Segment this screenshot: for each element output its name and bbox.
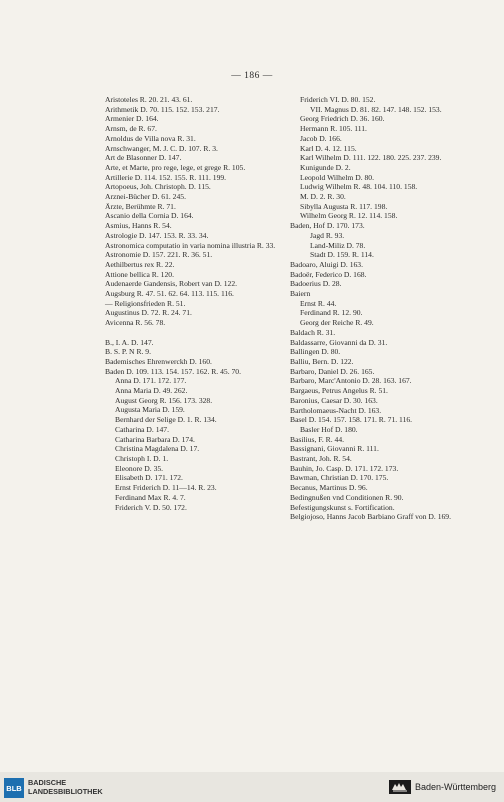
index-column-left: [105, 95, 290, 512]
index-entry: Arnoldus de Villa nova R. 31.: [105, 133, 196, 143]
index-entry: Ärzte, Berühmte R. 71.: [105, 201, 176, 211]
index-entry: Anna Maria D. 49. 262.: [115, 386, 188, 396]
index-entry: Badoaro, Aluigi D. 163.: [290, 259, 363, 269]
index-entry: Badoerius D. 28.: [290, 279, 342, 289]
index-entry: Avicenna R. 56. 78.: [105, 318, 166, 328]
index-entry: Bauhin, Jo. Casp. D. 171. 172. 173.: [290, 463, 399, 473]
index-entry: Art de Blasonner D. 147.: [105, 153, 182, 163]
state-name: Baden-Württemberg: [414, 782, 496, 792]
index-entry: Bastrant, Joh. R. 54.: [290, 454, 352, 464]
index-entry: Becanus, Martinus D. 96.: [290, 483, 368, 493]
index-entry: Jacob D. 166.: [300, 133, 342, 143]
index-entry: Catharina Barbara D. 174.: [115, 434, 195, 444]
index-entry: Befestigungskunst s. Fortification.: [290, 502, 395, 512]
index-entry: Astrologie D. 147. 153. R. 33. 34.: [105, 230, 209, 240]
index-entry: Bernhard der Selige D. 1. R. 134.: [115, 415, 217, 425]
index-entry: Badoër, Federico D. 168.: [290, 269, 367, 279]
index-entry: Augsburg R. 47. 51. 62. 64. 113. 115. 116.: [105, 289, 234, 299]
index-entry: Baden D. 109. 113. 154. 157. 162. R. 45. 70.: [105, 366, 241, 376]
index-entry: Arznei-Bücher D. 61. 245.: [105, 192, 186, 202]
library-name-line1: BADISCHE: [28, 778, 67, 788]
footer-bar: [0, 772, 504, 802]
index-entry: Audenaerde Gandensis, Robert van D. 122.: [105, 279, 238, 289]
index-entry: Karl Wilhelm D. 111. 122. 180. 225. 237. 239.: [300, 153, 442, 163]
library-name: [28, 779, 103, 796]
library-name-line2: LANDESBIBLIOTHEK: [28, 787, 103, 796]
blb-logo-icon: BLB: [4, 778, 24, 798]
index-entry: Bassignani, Giovanni R. 111.: [290, 444, 379, 454]
index-entry: Ferdinand R. 12. 90.: [300, 308, 363, 318]
index-entry: Ballingen D. 80.: [290, 347, 341, 357]
index-entry: — Religionsfrieden R. 51.: [105, 298, 186, 308]
index-entry: VII. Magnus D. 81. 82. 147. 148. 152. 153.: [310, 104, 442, 114]
index-entry: Bartholomaeus-Nacht D. 163.: [290, 405, 382, 415]
index-entry: Friderich VI. D. 80. 152.: [300, 95, 376, 104]
index-entry: Ernst Friderich D. 11—14. R. 23.: [115, 483, 217, 493]
index-entry: Artopoeus, Joh. Christoph. D. 115.: [105, 182, 211, 192]
index-entry: Arnsm, de R. 67.: [105, 124, 157, 134]
index-entry: Baronius, Caesar D. 30. 163.: [290, 395, 378, 405]
index-entry: Friderich V. D. 50. 172.: [115, 502, 187, 512]
index-entry: Belgiojoso, Hanns Jacob Barbiano Graff von D. 169.: [290, 512, 451, 522]
index-entry: Ascanio della Cornia D. 164.: [105, 211, 194, 221]
index-entry: Artillerie D. 114. 152. 155. R. 111. 199.: [105, 172, 227, 182]
index-entry: Christoph I. D. 1.: [115, 454, 169, 463]
index-entry: Land-Miliz D. 78.: [310, 240, 366, 250]
index-entry: Arithmetik D. 70. 115. 152. 153. 217.: [105, 104, 220, 114]
page-number: — 186 —: [231, 71, 273, 81]
index-entry: Basilius, F. R. 44.: [290, 434, 345, 444]
index-entry: Jagd R. 93.: [310, 230, 345, 240]
index-entry: Barbaro, Daniel D. 26. 165.: [290, 366, 375, 376]
index-entry: Ludwig Wilhelm R. 48. 104. 110. 158.: [300, 182, 418, 192]
index-entry: Aristoteles R. 20. 21. 43. 61.: [105, 95, 193, 104]
index-entry: B., I. A. D. 147.: [105, 337, 154, 347]
index-entry: Bawman, Christian D. 170. 175.: [290, 473, 389, 483]
index-entry: B. S. P. N R. 9.: [105, 347, 151, 357]
index-entry: Basler Hof D. 180.: [300, 424, 358, 434]
index-entry: Astronomie D. 157. 221. R. 36. 51.: [105, 250, 213, 260]
index-entry: Barbaro, Marc'Antonio D. 28. 163. 167.: [290, 376, 412, 386]
index-entry: Armenier D. 164.: [105, 114, 159, 124]
index-entry: Basel D. 154. 157. 158. 171. R. 71. 116.: [290, 415, 413, 425]
index-entry: Georg der Reiche R. 49.: [300, 318, 374, 328]
index-entry: Wilhelm Georg R. 12. 114. 158.: [300, 211, 398, 221]
index-entry: Attione bellica R. 120.: [105, 269, 174, 279]
index-entry: Hermann R. 105. 111.: [300, 124, 367, 134]
index-entry: M. D. 2. R. 30.: [300, 192, 346, 202]
index-entry: Baldach R. 31.: [290, 327, 336, 337]
index-entry: Asmius, Hanns R. 54.: [105, 221, 172, 231]
index-entry: August Georg R. 156. 173. 328.: [115, 395, 213, 405]
index-entry: Karl D. 4. 12. 115.: [300, 143, 357, 153]
index-entry: Bargaeus, Petrus Angelus R. 51.: [290, 386, 388, 396]
index-entry: Baldassarre, Giovanni da D. 31.: [290, 337, 388, 347]
index-entry: Augusta Maria D. 159.: [115, 405, 185, 415]
index-column-right: [290, 95, 475, 522]
index-entry: Catharina D. 147.: [115, 424, 169, 434]
state-brand[interactable]: [389, 780, 496, 794]
index-entry: Christina Magdalena D. 17.: [115, 444, 200, 454]
index-entry: Stadt D. 159. R. 114.: [310, 250, 374, 260]
index-entry: Baden, Hof D. 170. 173.: [290, 221, 365, 231]
index-entry: Arte, et Marte, pro rege, lege, et grege R. 105.: [105, 162, 246, 172]
index-entry: Aethilbertus rex R. 22.: [105, 259, 175, 269]
lions-emblem-icon: [389, 780, 411, 794]
index-entry: Kunigunde D. 2.: [300, 162, 351, 172]
index-entry: Bedingnußen vnd Conditionen R. 90.: [290, 492, 404, 502]
index-entry: Astronomica computatio in varia nomina illustria R. 33.: [105, 240, 276, 250]
index-entry: Ferdinand Max R. 4. 7.: [115, 492, 186, 502]
index-entry: Balliu, Bern. D. 122.: [290, 356, 354, 366]
index-entry: Augustinus D. 72. R. 24. 71.: [105, 308, 192, 318]
index-entry: Leopold Wilhelm D. 80.: [300, 172, 375, 182]
index-entry: Georg Friedrich D. 36. 160.: [300, 114, 385, 124]
index-entry: Bademisches Ehrenwerckh D. 160.: [105, 356, 212, 366]
index-entry: Arnschwanger, M. J. C. D. 107. R. 3.: [105, 143, 218, 153]
index-entry: Sibylla Augusta R. 117. 198.: [300, 201, 388, 211]
library-brand[interactable]: [4, 778, 103, 798]
index-entry: Baiern: [290, 289, 311, 299]
index-entry: Anna D. 171. 172. 177.: [115, 376, 187, 386]
index-entry: Ernst R. 44.: [300, 298, 337, 308]
index-entry: Elisabeth D. 171. 172.: [115, 473, 183, 483]
index-entry: Eleonore D. 35.: [115, 463, 164, 473]
